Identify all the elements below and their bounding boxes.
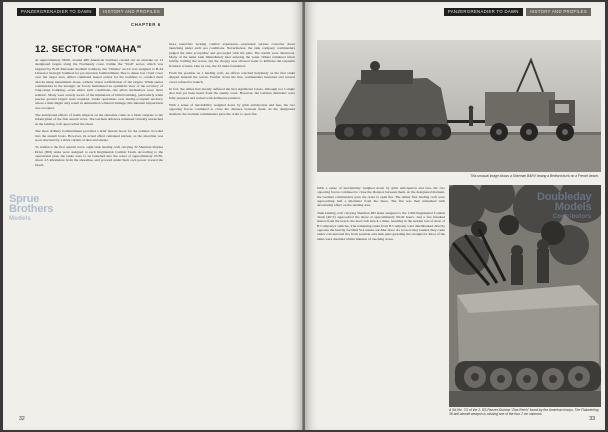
paragraph: With a sense of inevitability weighed down by grim anticipation and fear, the two opposing forces continued to close the distance between them. At the designated moment, the German commanders gave the order to open fire.: [169, 103, 295, 116]
left-header-tag-2: HISTORY AND PROFILES: [99, 8, 164, 16]
chapter-label: CHAPTER 6: [131, 22, 161, 27]
paragraph: Tank landing craft carrying Sherman DD tanks assigned to the 116th Regimental Combat Team (RCT) approached the shore at approximately 06:29 hours. Just a few hundred metres from the beach, the lead craft struck a mine, resulting in the sudden loss of most of B Company's vehicles. The remaining tanks from B Company were disembarked directly opposite the heavily fortified St-Laurent-sur-Mer draw. As soon as they landed, they came under concentrated fire from German anti-tank guns guarding the stronghold. Most of the tanks were disabled within minutes of touching down.: [317, 210, 445, 241]
right-header-tag-2: HISTORY AND PROFILES: [526, 8, 591, 16]
left-watermark: [9, 194, 53, 224]
right-text-column: [317, 186, 445, 244]
bottom-photo-caption: A Sd.Kfz. 7/1 of the 2. SS-Panzer-Division "Das Reich" found by the American troops. The Flakwierling 38 anti-aircraft weapon is missing one of the four 2 cm cannons.: [449, 408, 599, 416]
left-column-1: [35, 58, 163, 170]
paragraph: The anticipated effects of bomb impacts on the shoreline came as a bitter surprise to the infantrymen of the first assault wave. The German defences remained virtually untouched as the landing craft approached the shore.: [35, 113, 163, 126]
paragraph: With a sense of inevitability weighed down by grim anticipation and fear, the two opposing forces continued to close the distance between them. At the designated moment, the German commanders gave the order to open fire. The Allies' first landing craft were approaching half a kilometre from the shore. The fire was then unleashed with devastating effect on the landing area.: [317, 186, 445, 208]
paragraph: To reinforce the first assault wave, eight tank landing craft carrying 32 Sherman Duplex Drive (DD) tanks were assigned to each Regimental Combat Team. According to the operational plan, the tanks were to be launched into the water at approximately 05:30, about 4.5 kilometres from the shoreline, and proceed under their own power toward the beach.: [35, 145, 163, 167]
paragraph: more reservists lacking combat experience—expressed serious concerns about launching under such sea conditions. Nevertheless, the tank company commanders judged the risks acceptable and proceeded with the plan. The results were disastrous. Many of the tanks sank immediately after entering the water. Others remained afloat briefly, battling the waves, but the choppy seas allowed water to infiltrate the tarpaulin flotation screens. One by one, the 32 tanks foundered.: [169, 42, 295, 68]
right-running-header: [444, 8, 591, 16]
left-header-tag-1: PANZERGRENADIER TO DAWN: [17, 8, 96, 16]
left-column-2: [169, 42, 295, 119]
right-page-number: 33: [589, 416, 595, 422]
top-photo-caption: This unusual image shows a Sherman BARV towing a Bedford truck on a French beach.: [470, 174, 599, 178]
watermark-line: Sprue: [9, 193, 40, 205]
watermark-line: Models: [554, 201, 592, 213]
paragraph: At approximately 06:00, around 480 American bombers carried out an airstrike on 13 designated targets along the Normandy coast. Unlike the "Utah" sector, which was targeted by B-26 Marauder medium bombers, the "Omaha" sector was assigned to B-24 Liberator strategic bombers for pre-invasion bombardment. Due to dense low cloud cover over the target area, Allied command issued orders for the bombers to conduct their attacks using instruments alone, without visual confirmation of the targets. While senior commanders in the strategic air forces maintained an optimistic view of the accuracy of long-range bombing—even under such conditions—the pilots themselves were more realistic. Many were acutely aware of the limitations of blind bombing, particularly when precise ground targets were required. Under operations over enemy-occupied territory, where a miss might only result in unintended collateral damage, this inherent imprecision was accepted.: [35, 58, 163, 110]
section-title: 12. SECTOR "OMAHA": [35, 44, 142, 55]
left-running-header: [17, 8, 164, 16]
paragraph: From his position on a landing craft, an officer watched helplessly as the first tanks slipped beneath the waves. Further down the line, commanders hesitated and several crews refused to launch.: [169, 71, 295, 84]
book-spread: [3, 2, 605, 430]
paragraph: The most artillery bombardment provided a brief morale boost for the soldiers crowded into the assault boats. However, its actual effect remained unclear, as the shoreline was soon obscured by a thick curtain of dust and smoke.: [35, 129, 163, 142]
left-page: [3, 2, 303, 430]
photo-sherman-barv: [317, 40, 601, 172]
watermark-line: Doubleday: [537, 191, 592, 203]
watermark-sub: Contributors: [552, 214, 592, 220]
right-page: [305, 2, 605, 430]
right-watermark: [537, 192, 591, 222]
right-header-tag-1: PANZERGRENADIER TO DAWN: [444, 8, 523, 16]
left-page-number: 32: [19, 416, 25, 422]
photo-sherman-barv-image: [317, 40, 601, 172]
watermark-line: Brothers: [9, 203, 54, 215]
paragraph: In fact, the Allies had already suffered the first significant losses, although not a single shot had yet been heard from the enemy coast. However, the German defenders were fully prepared and waited with deliberate patience.: [169, 87, 295, 100]
watermark-sub: Models: [9, 216, 31, 222]
